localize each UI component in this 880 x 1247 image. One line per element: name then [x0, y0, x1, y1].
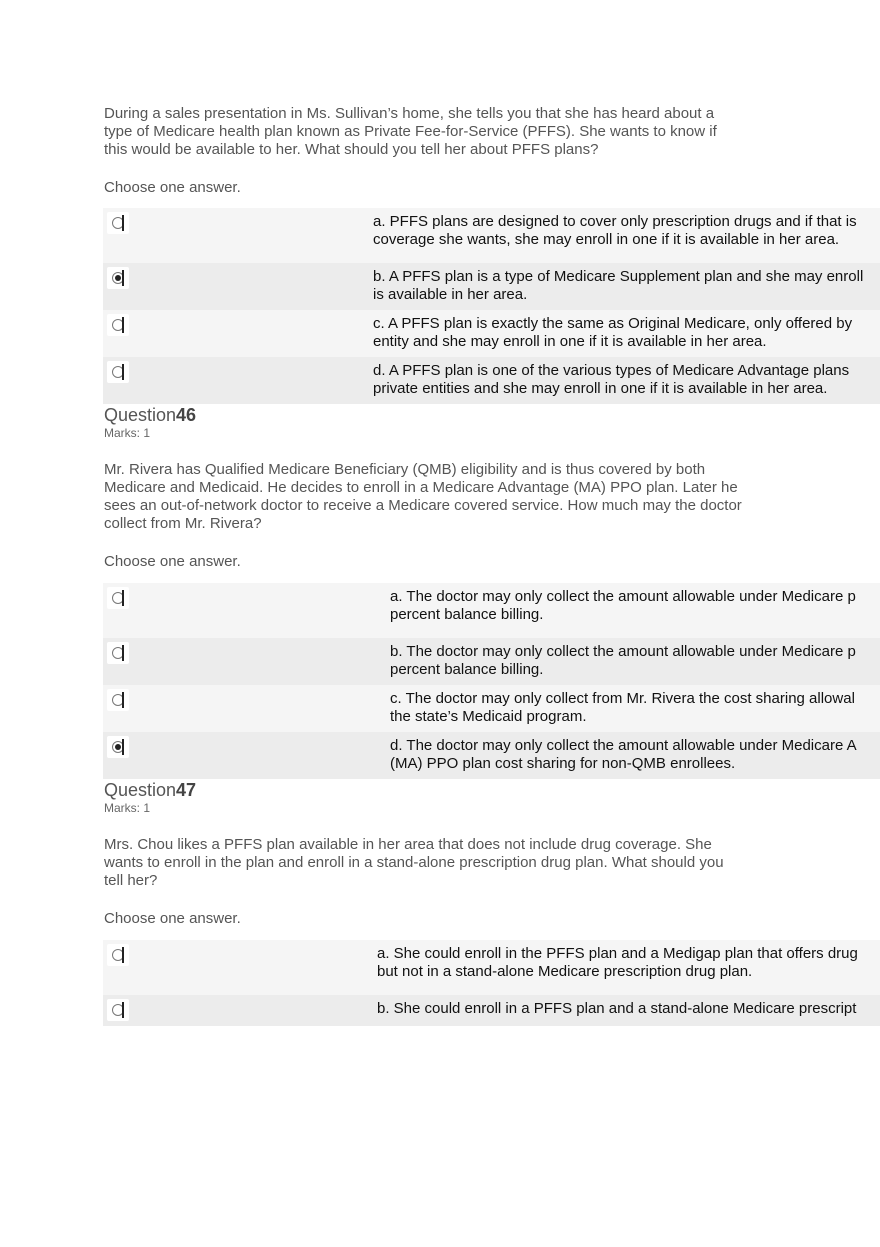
choose-one-label: Choose one answer.: [104, 553, 241, 570]
option-text-line1: d. A PFFS plan is one of the various types of Medicare Advantage plans: [373, 362, 850, 379]
question-prompt: During a sales presentation in Ms. Sullivan’s home, she tells you that she has heard about a type of Medicare health plan known as Private Fee-for-Service (PFFS). She wants to know if this would be available to her. What should you tell her about PFFS plans?: [104, 105, 717, 158]
choose-one-label: Choose one answer.: [104, 910, 241, 927]
answer-option-a[interactable]: [103, 583, 880, 638]
answer-option-c[interactable]: [103, 310, 880, 357]
answer-option-d[interactable]: [103, 357, 880, 404]
question-label: Question: [104, 405, 177, 425]
option-text-line2: entity and she may enroll in one if it is available in her area.: [373, 333, 767, 350]
radio-unselected-icon[interactable]: [107, 689, 129, 711]
question-number: 47: [176, 780, 197, 800]
choose-one-label: Choose one answer.: [104, 179, 241, 196]
question-prompt: Mr. Rivera has Qualified Medicare Beneficiary (QMB) eligibility and is thus covered by both Medicare and Medicaid. He decides to enroll in a Medicare Advantage (MA) PPO plan. Later he sees an out-of-network doctor to receive a Medicare covered service. How much may the doctor collect from Mr. Rivera?: [104, 461, 742, 532]
option-text-line1: b. The doctor may only collect the amount allowable under Medicare p: [390, 643, 856, 660]
radio-selected-icon[interactable]: [107, 267, 129, 289]
option-text-line2: but not in a stand-alone Medicare prescription drug plan.: [377, 963, 753, 980]
option-text-line1: c. A PFFS plan is exactly the same as Original Medicare, only offered by: [373, 315, 853, 332]
radio-selected-icon[interactable]: [107, 736, 129, 758]
option-text-line2: is available in her area.: [373, 286, 528, 303]
option-text-line1: b. A PFFS plan is a type of Medicare Supplement plan and she may enroll: [373, 268, 864, 285]
option-text-line2: the state’s Medicaid program.: [390, 708, 587, 725]
question-heading: [104, 780, 196, 800]
answer-option-a[interactable]: [103, 208, 880, 263]
option-text-line2: percent balance billing.: [390, 661, 544, 678]
question-marks: Marks: 1: [104, 801, 151, 815]
answer-option-c[interactable]: [103, 685, 880, 732]
option-text-line1: a. PFFS plans are designed to cover only prescription drugs and if that is: [373, 213, 857, 230]
answer-option-b[interactable]: [103, 638, 880, 685]
option-text-line1: d. The doctor may only collect the amount allowable under Medicare A: [390, 737, 857, 754]
question-label: Question: [104, 780, 177, 800]
option-text-line1: a. She could enroll in the PFFS plan and a Medigap plan that offers drug: [377, 945, 858, 962]
answer-option-d[interactable]: [103, 732, 880, 779]
answer-option-b[interactable]: [103, 263, 880, 310]
radio-unselected-icon[interactable]: [107, 587, 129, 609]
option-text-line2: (MA) PPO plan cost sharing for non-QMB enrollees.: [390, 755, 736, 772]
radio-unselected-icon[interactable]: [107, 361, 129, 383]
answer-option-a[interactable]: [103, 940, 880, 995]
radio-unselected-icon[interactable]: [107, 314, 129, 336]
option-text-line1: a. The doctor may only collect the amount allowable under Medicare p: [390, 588, 856, 605]
option-text-line2: percent balance billing.: [390, 606, 544, 623]
question-marks: Marks: 1: [104, 426, 151, 440]
radio-unselected-icon[interactable]: [107, 944, 129, 966]
option-text-line2: private entities and she may enroll in one if it is available in her area.: [373, 380, 828, 397]
question-number: 46: [176, 405, 197, 425]
question-heading: [104, 405, 196, 425]
radio-unselected-icon[interactable]: [107, 642, 129, 664]
radio-unselected-icon[interactable]: [107, 212, 129, 234]
question-prompt: Mrs. Chou likes a PFFS plan available in her area that does not include drug coverage. She wants to enroll in the plan and enroll in a stand-alone prescription drug plan. What should you tell her?: [104, 836, 724, 889]
option-text-line1: c. The doctor may only collect from Mr. Rivera the cost sharing allowal: [390, 690, 855, 707]
option-text-line1: b. She could enroll in a PFFS plan and a stand-alone Medicare prescript: [377, 1000, 857, 1017]
option-text-line2: coverage she wants, she may enroll in one if it is available in her area.: [373, 231, 840, 248]
radio-unselected-icon[interactable]: [107, 999, 129, 1021]
answer-option-b[interactable]: [103, 995, 880, 1026]
